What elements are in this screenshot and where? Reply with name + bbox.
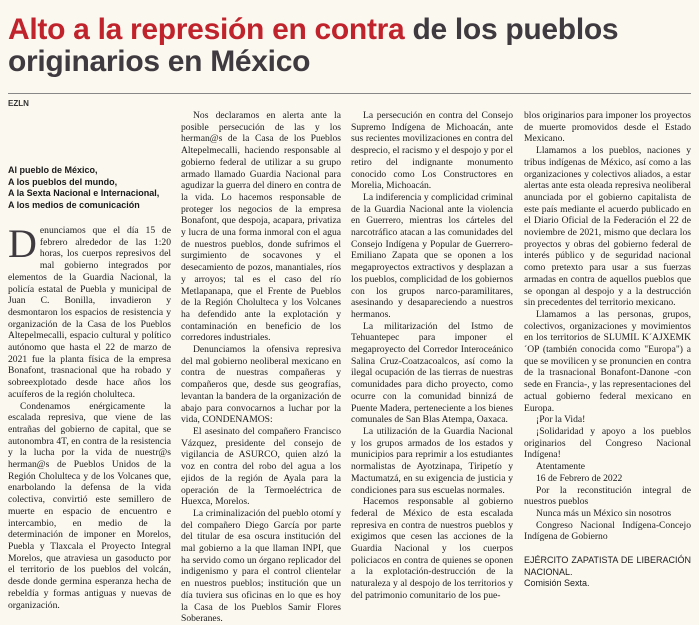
salutation-line: A los medios de comunicación <box>8 199 140 210</box>
paragraph: La utilización de la Guardia Nacional y los grupos armados de los estados y municipios para reprimir a los estudiantes normalistas de Ayotzinapa, Tiripetío y Mactumatzá, en su exigencia de justicia y condiciones para sus escuelas normales. <box>351 425 513 496</box>
divider <box>8 93 691 94</box>
column-1 <box>8 110 171 611</box>
title-rest: de los pueblos originarios en México <box>8 13 619 78</box>
paragraph: Nunca más un México sin nosotros <box>536 507 672 519</box>
paragraph: Hacemos responsable al gobierno federal de México de esta escalada represiva en contra de nuestros pueblos y exigimos que cesen las acciones de la Guardia Nacional y los cuerpos policiacos en contra de quienes se oponen a la explotación-destrucción de la naturaleza y al despojo de los territorios y del patrimonio comunitario de los pue- <box>351 496 513 601</box>
salutation-line: Al pueblo de México, <box>8 165 98 175</box>
paragraph: Por la reconstitución integral de nuestros pueblos <box>524 484 691 508</box>
salutation-line: A los pueblos del mundo, <box>8 176 118 187</box>
salutation <box>8 165 171 211</box>
signature-line: Comisión Sexta. <box>524 578 590 589</box>
paragraph: Nos declaramos en alerta ante la posible persecución de las y los herman@s de la Casa de los Pueblos Altepelmecalli, haciendo responsable al gobierno federal de utilizar a su grupo armado llamado Guardia Nacional para agudizar la guerra del dinero en contra de la vida. Lo hacemos responsable de proteger los negocios de la empresa Bonafont, que despoja, acapara, privatiza y lucra de una forma inmoral con el agua de nuestros pueblos, donde sufrimos el surgimiento de socavones y el desecamiento de pozos, manantiales, ríos y arroyos; tal es el caso del río Metlapanapa, que el Frente de Pueblos de la Región Cholulteca y los Volcanes ha defendido ante la explotación y contaminación en beneficio de los corredores industriales. <box>181 110 341 344</box>
drop-cap: D <box>8 221 37 266</box>
paragraph: Congreso Nacional Indígena-Concejo Indígena de Gobierno <box>524 519 691 543</box>
column-3 <box>351 110 513 602</box>
paragraph: Condenamos enérgicamente la escalada represiva, que viene de las entrañas del gobierno de capital, que se autonombra 4T, en contra de la resistencia y la lucha por la vida de nuestr@s herman@s de Pueblos Unidos de la Región Cholulteca y de los Volcanes que, enarbolando la defensa de la vida colectiva, convirtió este semillero de muerte en espacio de encuentro e intercambio, en medio de la determinación de imponer en Morelos, Puebla y Tlaxcala el Proyecto Integral Morelos, que atraviesa un gasoducto por el territorio de los pueblos del volcán, desde donde germina esperanza hecha de rebeldía y formas antiguas y nuevas de organización. <box>8 400 171 611</box>
paragraph: El asesinato del compañero Francisco Vázquez, presidente del consejo de vigilancia de ASURCO, quien alzó la voz en contra del robo del agua a los ejidos de la región de Ayala para la operación de la Termoeléctrica de Huexca, Morelos. <box>181 425 341 508</box>
source-tag: EZLN <box>8 99 29 108</box>
paragraph: 16 de Febrero de 2022 <box>536 472 623 484</box>
paragraph: Denunciamos que el día 15 de febrero alrededor de las 1:20 horas, los cuerpos represivos del mal gobierno integrados por elementos de la Guardia Nacional, la policía estatal de Puebla y municipal de Juan C. Bonilla, invadieron y desmontaron los espacios de resistencia y organización de la Casa de los Pueblos Altepelmecalli, espacio cultural y político autónomo que hasta el 22 de marzo de 2021 fue la planta física de la empresa Bonafont, trasnacional que ha robado y sobreexplotado desde hace años los acuíferos de la región cholulteca. <box>8 221 171 400</box>
paragraph: La persecución en contra del Consejo Supremo Indígena de Michoacán, ante sus recientes movilizaciones en contra del desprecio, el racismo y el despojo y por el retiro del indignante monumento conocido como Los Constructores en Morelia, Michoacán. <box>351 110 513 192</box>
article-title <box>8 14 692 78</box>
signature-block <box>524 555 691 590</box>
paragraph: La militarización del Istmo de Tehuantepec para imponer el megaproyecto del Corredor Interoceánico Salina Cruz-Coatzacoalcos, así como la ilegal ocupación de las tierras de nuestras comunidades para dicho proyecto, como ocurre con la comunidad binnizá de Puente Madera, perteneciente a los bienes comunales de San Blas Atempa, Oaxaca. <box>351 320 513 426</box>
column-2 <box>181 110 341 625</box>
paragraph: blos originarios para imponer los proyectos de muerte promovidos desde el Estado Mexicano. <box>524 110 691 145</box>
paragraph: ¡Por la Vida! <box>536 414 586 426</box>
paragraph: Atentamente <box>536 461 586 473</box>
paragraph: La criminalización del pueblo otomí y del compañero Diego García por parte del titular de esa oscura institución del mal gobierno a la que llaman INPI, que ha servido como un órgano replicador del indigenismo y para el control clientelar en nuestros pueblos; institución que un día tuviera sus oficinas en lo que es hoy la Casa de los Pueblos Samir Flores Soberanes. <box>181 507 341 625</box>
column-4 <box>524 110 691 590</box>
title-highlight: Alto a la represión en contra <box>8 13 405 46</box>
paragraph: Denunciamos la ofensiva represiva del mal gobierno neoliberal mexicano en contra de nuestras compañeras y compañeros que, desde sus geografías, levantan la bandera de la organización de abajo para convocarnos a luchar por la vida, CONDENAMOS: <box>181 344 341 426</box>
paragraph: La indiferencia y complicidad criminal de la Guardia Nacional ante la violencia en Guerrero, mientras los cárteles del narcotráfico atacan a las comunidades del Consejo Indígena y Popular de Guerrero-Emiliano Zapata que se oponen a los megaproyectos extractivos y desplazan a los pueblos, complicidad de los gobiernos con los grupos narco-paramilitares, asesinando y desapareciendo a nuestros hermanos. <box>351 191 513 320</box>
salutation-line: A la Sexta Nacional e Internacional, <box>8 188 160 198</box>
signature-line: EJÉRCITO ZAPATISTA DE LIBERACIÓN NACIONAL. <box>524 555 691 577</box>
paragraph: ¡Solidaridad y apoyo a los pueblos originarios del Congreso Nacional Indígena! <box>524 425 691 461</box>
paragraph: Llamamos a las personas, grupos, colectivos, organizaciones y movimientos en los territorios de SLUMIL K´AJXEMK´OP (también conocida como "Europa") a que se movilicen y se pronuncien en contra de la trasnacional Bonafont-Danone -con sede en Francia-, y las representaciones del actual gobierno federal mexicano en Europa. <box>524 308 691 414</box>
paragraph: Llamamos a los pueblos, naciones y tribus indígenas de México, así como a las organizaciones y colectivos aliados, a estar alertas ante esta oleada represiva neoliberal anunciada por el gobierno capitalista de este país mediante el acuerdo publicado en el Diario Oficial de la Federación el 22 de noviembre de 2021, mismo que declara los proyectos y obras del gobierno federal de interés público y de seguridad nacional como pretexto para usar a sus fuerzas armadas en contra de aquellos pueblos que se opongan al despojo y a la destrucción sin precedentes del territorio mexicano. <box>524 145 691 309</box>
